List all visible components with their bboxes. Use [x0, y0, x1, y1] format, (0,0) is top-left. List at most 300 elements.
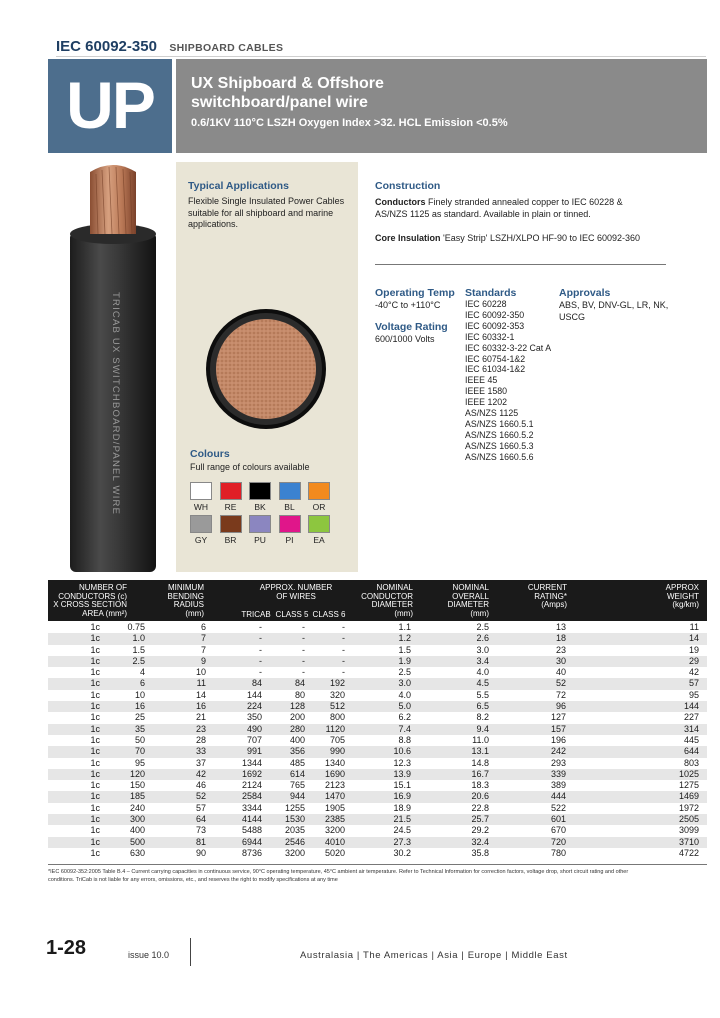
cell-current-rating: 196	[550, 734, 566, 745]
cell-overall-diameter: 6.5	[476, 701, 489, 712]
cable-cross-section	[204, 307, 328, 431]
cell-tricab: 4144	[241, 814, 262, 825]
cell-conductors: 1c	[90, 712, 100, 723]
cell-class6: 512	[329, 701, 345, 712]
cell-overall-diameter: 18.3	[471, 780, 489, 791]
cell-area: 10	[134, 689, 145, 700]
cell-bending-radius: 57	[195, 802, 206, 813]
cell-bending-radius: 28	[195, 734, 206, 745]
cell-tricab: 707	[246, 734, 262, 745]
colour-swatch-label: OR	[312, 502, 326, 512]
approvals-heading: Approvals	[559, 287, 611, 299]
cell-conductors: 1c	[90, 633, 100, 644]
standard-item: AS/NZS 1125	[465, 408, 519, 419]
table-row	[48, 645, 707, 656]
colour-swatch-label: BL	[284, 502, 295, 512]
cell-conductors: 1c	[90, 791, 100, 802]
cell-conductor-diameter: 2.5	[398, 667, 411, 678]
colours-heading: Colours	[190, 448, 230, 460]
cell-area: 630	[129, 847, 145, 858]
cell-current-rating: 127	[550, 712, 566, 723]
approvals-text: ABS, BV, DNV-GL, LR, NK, USCG	[559, 300, 669, 322]
table-row	[48, 690, 707, 701]
cell-current-rating: 670	[550, 825, 566, 836]
cell-current-rating: 780	[550, 847, 566, 858]
cell-area: 150	[129, 780, 145, 791]
cell-overall-diameter: 25.7	[471, 814, 489, 825]
title-box	[176, 59, 707, 153]
construction-heading: Construction	[375, 180, 441, 192]
cell-weight: 227	[683, 712, 699, 723]
table-row	[48, 814, 707, 825]
standards-list	[465, 299, 551, 463]
header-conductor-diameter: NOMINAL CONDUCTOR DIAMETER (mm)	[361, 583, 413, 618]
cell-class6: 990	[329, 746, 345, 757]
cell-conductor-diameter: 27.3	[393, 836, 411, 847]
standard-item: IEC 60092-353	[465, 320, 525, 331]
cell-weight: 1275	[678, 780, 699, 791]
cell-weight: 4722	[678, 847, 699, 858]
cell-bending-radius: 64	[195, 814, 206, 825]
standard-item: IEC 60754-1&2	[465, 353, 526, 364]
cell-class5: -	[302, 644, 305, 655]
table-row	[48, 825, 707, 836]
cell-tricab: 8736	[241, 847, 262, 858]
cell-bending-radius: 33	[195, 746, 206, 757]
cell-conductors: 1c	[90, 757, 100, 768]
cell-tricab: 3344	[241, 802, 262, 813]
cell-current-rating: 242	[550, 746, 566, 757]
cell-overall-diameter: 20.6	[471, 791, 489, 802]
cell-class5: 128	[289, 701, 305, 712]
colour-swatch	[279, 515, 301, 533]
standard-item: IEC 60332-1	[465, 331, 515, 342]
cell-class5: 2035	[284, 825, 305, 836]
cell-tricab: 2584	[241, 791, 262, 802]
cell-class5: 1255	[284, 802, 305, 813]
cell-weight: 11	[689, 622, 699, 632]
table-footnote: *IEC 60092-352:2005 Table B.4 – Current carrying capacities in continuous service, 90°C operating temperature, 45°C ambient air temperature. Refer to Technical Information for correction factors, voltage drop, short circuit rating and other conditions. TriCab is not liable for any errors, omissions, etc., and reserves the right to modify specifications at any time	[48, 869, 629, 883]
cell-bending-radius: 23	[195, 723, 206, 734]
cell-area: 50	[134, 734, 145, 745]
table-row	[48, 712, 707, 723]
cell-bending-radius: 6	[200, 622, 206, 632]
product-code: UP	[66, 68, 154, 142]
cell-overall-diameter: 32.4	[471, 836, 489, 847]
table-row	[48, 678, 707, 689]
cell-bending-radius: 11	[196, 678, 206, 689]
cell-conductors: 1c	[90, 746, 100, 757]
voltage-rating-value: 600/1000 Volts	[375, 334, 435, 344]
cell-overall-diameter: 13.1	[471, 746, 489, 757]
cell-weight: 445	[683, 734, 699, 745]
applications-heading: Typical Applications	[188, 180, 289, 192]
product-code-box	[48, 59, 172, 153]
cell-class5: -	[302, 667, 305, 678]
cell-class6: 4010	[324, 836, 345, 847]
colour-swatch	[220, 482, 242, 500]
table-row	[48, 656, 707, 667]
cell-area: 300	[129, 814, 145, 825]
colour-swatch-label: EA	[313, 535, 325, 545]
colour-swatch-label: PI	[285, 535, 294, 545]
standard-item: IEC 61034-1&2	[465, 364, 526, 375]
cell-class6: 192	[329, 678, 345, 689]
category-label: SHIPBOARD CABLES	[169, 42, 284, 54]
cell-class6: 800	[329, 712, 345, 723]
table-row	[48, 622, 707, 633]
table-row	[48, 780, 707, 791]
cell-class5: 2546	[284, 836, 305, 847]
colour-swatch	[190, 482, 212, 500]
header-class6: CLASS 6	[312, 610, 346, 619]
colour-swatch	[279, 482, 301, 500]
cell-weight: 14	[688, 633, 699, 644]
cell-overall-diameter: 8.2	[476, 712, 489, 723]
cell-class6: 1340	[324, 757, 345, 768]
cell-conductor-diameter: 7.4	[398, 723, 411, 734]
cell-weight: 2505	[678, 814, 699, 825]
cell-tricab: 2124	[241, 780, 262, 791]
title-line-1: UX Shipboard & Offshore	[191, 75, 384, 92]
cell-conductor-diameter: 15.1	[393, 780, 411, 791]
conductors-spec	[375, 197, 645, 220]
cell-area: 185	[129, 791, 145, 802]
cell-weight: 57	[688, 678, 699, 689]
cell-current-rating: 72	[555, 689, 566, 700]
cell-current-rating: 720	[550, 836, 566, 847]
section-divider	[375, 264, 666, 265]
regions-list: Australasia | The Americas | Asia | Europe | Middle East	[300, 950, 568, 961]
cell-weight: 3099	[678, 825, 699, 836]
cell-area: 1.5	[132, 644, 145, 655]
table-row	[48, 803, 707, 814]
cell-area: 95	[134, 757, 145, 768]
cell-conductors: 1c	[90, 723, 100, 734]
standard-item: AS/NZS 1660.5.6	[465, 451, 534, 462]
cell-area: 2.5	[132, 655, 145, 666]
cell-weight: 3710	[678, 836, 699, 847]
header-conductors: NUMBER OF CONDUCTORS (c) X CROSS SECTION AREA (mm²)	[53, 583, 127, 618]
colour-swatch-label: BR	[224, 535, 237, 545]
cell-bending-radius: 73	[195, 825, 206, 836]
cell-class6: 2385	[324, 814, 345, 825]
table-row	[48, 746, 707, 757]
colour-swatch	[249, 482, 271, 500]
table-row	[48, 701, 707, 712]
cell-weight: 42	[688, 667, 699, 678]
standard-item: IEEE 1202	[465, 397, 508, 408]
cell-current-rating: 293	[550, 757, 566, 768]
insulation-spec	[375, 233, 665, 245]
cell-current-rating: 389	[550, 780, 566, 791]
cell-overall-diameter: 2.6	[476, 633, 489, 644]
table-row	[48, 848, 707, 859]
cell-tricab: 350	[246, 712, 262, 723]
cell-tricab: 991	[246, 746, 262, 757]
cell-class5: 84	[294, 678, 305, 689]
cell-current-rating: 13	[555, 622, 566, 632]
header-tricab: TRICAB	[241, 610, 271, 619]
cell-weight: 95	[688, 689, 699, 700]
cell-conductor-diameter: 16.9	[393, 791, 411, 802]
cell-class5: 80	[294, 689, 305, 700]
cell-tricab: 84	[251, 678, 262, 689]
cell-tricab: 6944	[241, 836, 262, 847]
standard-item: IEC 60332-3-22 Cat A	[465, 342, 552, 353]
cell-class5: -	[302, 633, 305, 644]
cell-weight: 1469	[678, 791, 699, 802]
cell-conductor-diameter: 1.2	[398, 633, 411, 644]
cell-class6: 1120	[325, 723, 345, 734]
cell-conductors: 1c	[90, 847, 100, 858]
insulation-label: Core Insulation	[375, 233, 441, 243]
cell-conductors: 1c	[90, 768, 100, 779]
cell-conductor-diameter: 1.1	[398, 622, 411, 632]
colour-swatch-label: PU	[254, 535, 266, 545]
cell-bending-radius: 7	[200, 644, 206, 655]
cable-image	[68, 162, 158, 572]
cell-class5: 280	[289, 723, 305, 734]
standard-item: IEEE 45	[465, 375, 498, 386]
standard-item: IEC 60228	[465, 299, 507, 309]
cell-current-rating: 30	[555, 655, 566, 666]
colour-swatch	[308, 515, 330, 533]
standard-item: IEEE 1580	[465, 386, 508, 397]
cell-weight: 314	[683, 723, 699, 734]
colour-swatch-label: RE	[224, 502, 237, 512]
table-row	[48, 791, 707, 802]
cell-area: 70	[134, 746, 145, 757]
cell-tricab: -	[259, 667, 262, 678]
conductors-label: Conductors	[375, 197, 426, 207]
table-row	[48, 758, 707, 769]
cable-print-text: TRICAB UX SWITCHBOARD/PANEL WIRE	[110, 292, 121, 516]
cell-bending-radius: 52	[195, 791, 206, 802]
cell-area: 500	[129, 836, 145, 847]
cell-bending-radius: 90	[195, 847, 206, 858]
cell-class5: 356	[289, 746, 305, 757]
cell-overall-diameter: 22.8	[471, 802, 489, 813]
cell-conductor-diameter: 8.8	[398, 734, 411, 745]
cell-overall-diameter: 35.8	[471, 847, 489, 858]
cell-conductors: 1c	[90, 701, 100, 712]
cell-area: 4	[139, 667, 145, 678]
cell-tricab: 1692	[241, 768, 262, 779]
footer-divider	[190, 938, 191, 966]
cell-conductor-diameter: 4.0	[398, 689, 411, 700]
cell-tricab: 490	[246, 723, 262, 734]
cell-conductors: 1c	[90, 814, 100, 825]
cell-conductor-diameter: 6.2	[398, 712, 411, 723]
cell-current-rating: 522	[550, 802, 566, 813]
cell-current-rating: 23	[555, 644, 566, 655]
cell-conductors: 1c	[90, 689, 100, 700]
header-current-rating: CURRENT RATING* (Amps)	[527, 583, 567, 609]
cell-overall-diameter: 29.2	[471, 825, 489, 836]
cell-class5: 944	[289, 791, 305, 802]
cell-current-rating: 339	[550, 768, 566, 779]
cell-area: 240	[129, 802, 145, 813]
cell-conductor-diameter: 21.5	[393, 814, 411, 825]
cell-class6: -	[342, 655, 345, 666]
cell-class6: -	[342, 622, 345, 632]
cell-class6: 1690	[324, 768, 345, 779]
colour-swatch	[190, 515, 212, 533]
page-header	[56, 38, 283, 54]
standards-heading: Standards	[465, 287, 517, 299]
voltage-rating-heading: Voltage Rating	[375, 321, 448, 333]
colour-swatch-label: WH	[193, 502, 209, 512]
cell-conductor-diameter: 3.0	[398, 678, 411, 689]
applications-text: Flexible Single Insulated Power Cables suitable for all shipboard and marine applications.	[188, 196, 345, 229]
cell-conductor-diameter: 5.0	[398, 701, 411, 712]
cell-conductor-diameter: 13.9	[393, 768, 411, 779]
cell-tricab: -	[259, 644, 262, 655]
cell-area: 6	[139, 678, 145, 689]
cell-area: 1.0	[132, 633, 145, 644]
table-row	[48, 667, 707, 678]
table-row	[48, 837, 707, 848]
cell-current-rating: 157	[550, 723, 566, 734]
standard-code: IEC 60092-350	[56, 38, 157, 55]
cell-class6: 3200	[324, 825, 345, 836]
cell-conductor-diameter: 24.5	[393, 825, 411, 836]
table-row	[48, 633, 707, 644]
cell-conductors: 1c	[90, 825, 100, 836]
cell-conductors: 1c	[90, 655, 100, 666]
page-number: 1-28	[46, 937, 87, 959]
standard-item: AS/NZS 1660.5.3	[465, 440, 534, 451]
cell-conductors: 1c	[90, 644, 100, 655]
standard-item: IEC 60092-350	[465, 309, 525, 320]
cell-tricab: 1344	[241, 757, 262, 768]
cell-class5: 765	[289, 780, 305, 791]
header-weight: APPROX WEIGHT (kg/km)	[665, 583, 699, 609]
info-panel	[176, 162, 358, 572]
cell-bending-radius: 42	[195, 768, 206, 779]
cell-weight: 144	[683, 701, 699, 712]
cell-current-rating: 444	[550, 791, 566, 802]
table-row	[48, 724, 707, 735]
operating-temp-heading: Operating Temp	[375, 287, 455, 299]
cell-overall-diameter: 16.7	[471, 768, 489, 779]
colour-swatch	[308, 482, 330, 500]
cell-overall-diameter: 3.0	[476, 644, 489, 655]
header-overall-diameter: NOMINAL OVERALL DIAMETER (mm)	[447, 583, 489, 618]
cell-current-rating: 52	[555, 678, 566, 689]
cell-class5: -	[302, 622, 305, 632]
cell-area: 25	[134, 712, 145, 723]
cell-bending-radius: 14	[195, 689, 206, 700]
cell-conductors: 1c	[90, 802, 100, 813]
colour-swatch-label: GY	[194, 535, 208, 545]
cell-conductors: 1c	[90, 622, 100, 632]
cell-conductors: 1c	[90, 780, 100, 791]
cell-current-rating: 601	[550, 814, 566, 825]
table-bottom-rule	[48, 864, 707, 865]
cell-area: 0.75	[127, 622, 145, 632]
header-divider	[56, 56, 706, 57]
standard-item: AS/NZS 1660.5.1	[465, 418, 534, 429]
cell-class6: 2123	[324, 780, 345, 791]
cell-weight: 19	[688, 644, 699, 655]
table-row	[48, 735, 707, 746]
cell-bending-radius: 7	[200, 633, 206, 644]
cell-class5: 3200	[284, 847, 305, 858]
header-wires: APPROX. NUMBER OF WIRES	[259, 583, 333, 601]
cell-class6: 5020	[324, 847, 345, 858]
cell-overall-diameter: 4.0	[476, 667, 489, 678]
cell-weight: 1972	[678, 802, 699, 813]
colour-swatch-label: BK	[254, 502, 266, 512]
colours-text: Full range of colours available	[190, 462, 310, 472]
table-header	[48, 580, 707, 621]
cell-class5: 400	[289, 734, 305, 745]
cell-class5: -	[302, 655, 305, 666]
cell-conductors: 1c	[90, 678, 100, 689]
cell-area: 16	[134, 701, 145, 712]
cell-class5: 200	[289, 712, 305, 723]
cell-tricab: -	[259, 655, 262, 666]
cell-conductors: 1c	[90, 836, 100, 847]
cell-bending-radius: 21	[195, 712, 206, 723]
cell-conductors: 1c	[90, 734, 100, 745]
issue-label: issue 10.0	[128, 950, 170, 960]
cell-bending-radius: 46	[195, 780, 206, 791]
cell-class6: 1470	[324, 791, 345, 802]
cell-class5: 1530	[284, 814, 305, 825]
cell-tricab: -	[259, 622, 262, 632]
cell-overall-diameter: 3.4	[476, 655, 489, 666]
cell-weight: 29	[688, 655, 699, 666]
table-row	[48, 769, 707, 780]
cell-class6: -	[342, 644, 345, 655]
cell-class6: 705	[329, 734, 345, 745]
colour-swatch	[249, 515, 271, 533]
cell-class6: -	[342, 667, 345, 678]
cell-overall-diameter: 9.4	[476, 723, 489, 734]
cell-tricab: 5488	[241, 825, 262, 836]
cell-current-rating: 18	[555, 633, 566, 644]
cell-area: 120	[129, 768, 145, 779]
cell-area: 400	[129, 825, 145, 836]
table-body	[48, 622, 707, 859]
title-line-2: switchboard/panel wire	[191, 94, 368, 111]
cell-overall-diameter: 5.5	[476, 689, 489, 700]
standard-item: AS/NZS 1660.5.2	[465, 429, 534, 440]
cell-class6: 1905	[324, 802, 345, 813]
cell-class6: -	[342, 633, 345, 644]
cell-class6: 320	[329, 689, 345, 700]
colour-swatch	[220, 515, 242, 533]
cell-conductor-diameter: 1.5	[398, 644, 411, 655]
cell-overall-diameter: 14.8	[471, 757, 489, 768]
insulation-text: 'Easy Strip' LSZH/XLPO HF-90 to IEC 60092-360	[440, 233, 641, 243]
cell-current-rating: 40	[555, 667, 566, 678]
cell-overall-diameter: 4.5	[476, 678, 489, 689]
cell-overall-diameter: 2.5	[476, 622, 489, 632]
operating-temp-value: -40°C to +110°C	[375, 300, 441, 310]
cell-weight: 1025	[678, 768, 699, 779]
cell-weight: 644	[683, 746, 699, 757]
header-class5: CLASS 5	[275, 610, 309, 619]
cell-class5: 485	[289, 757, 305, 768]
cell-bending-radius: 16	[195, 701, 206, 712]
cell-area: 35	[134, 723, 145, 734]
cell-bending-radius: 37	[195, 757, 206, 768]
cell-weight: 803	[683, 757, 699, 768]
